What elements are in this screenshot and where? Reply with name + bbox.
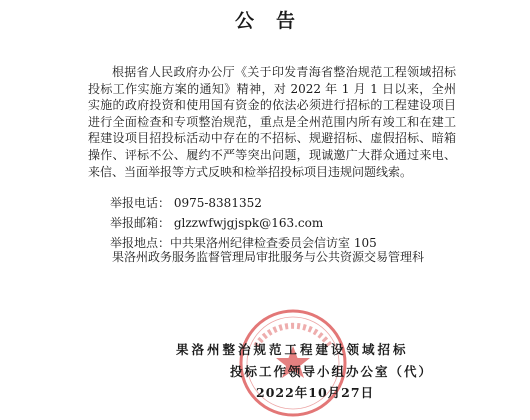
department-note: 果洛州政务服务监督管理局审批服务与公共资源交易管理科 [112,250,425,264]
report-email: 举报邮箱： glzzwfwjgjspk@163.com [110,216,324,230]
notice-body [88,64,456,180]
signature-line-1: 果洛州整治规范工程建设领域招标 [176,342,409,357]
report-address: 举报地点：中共果洛州纪律检查委员会信访室 105 [110,236,377,250]
signature-line-2: 投标工作领导小组办公室（代） [230,364,434,379]
body-paragraph: 根据省人民政府办公厅《关于印发青海省整治规范工程领域招标投标工作实施方案的通知》精神，对 2022 年 1 月 1 日以来，全州实施的政府投资和使用国有资金的依法必须进行招标的工程建设项目进行全面检查和专项整治规范，重点是全州范围内所有竣工和在建工程建设项目招投标活动中存在的不招标、规避招标、虚假招标、暗箱操作、评标不公、履约不严等突出问题，现诚邀广大群众通过来电、来信、当面举报等方式反映和检举招投标项目违规问题线索。 [88,65,456,179]
report-phone: 举报电话： 0975-8381352 [110,196,262,210]
notice-title: 公告 [234,10,317,32]
signature-date: 2022年10月27日 [256,385,375,400]
